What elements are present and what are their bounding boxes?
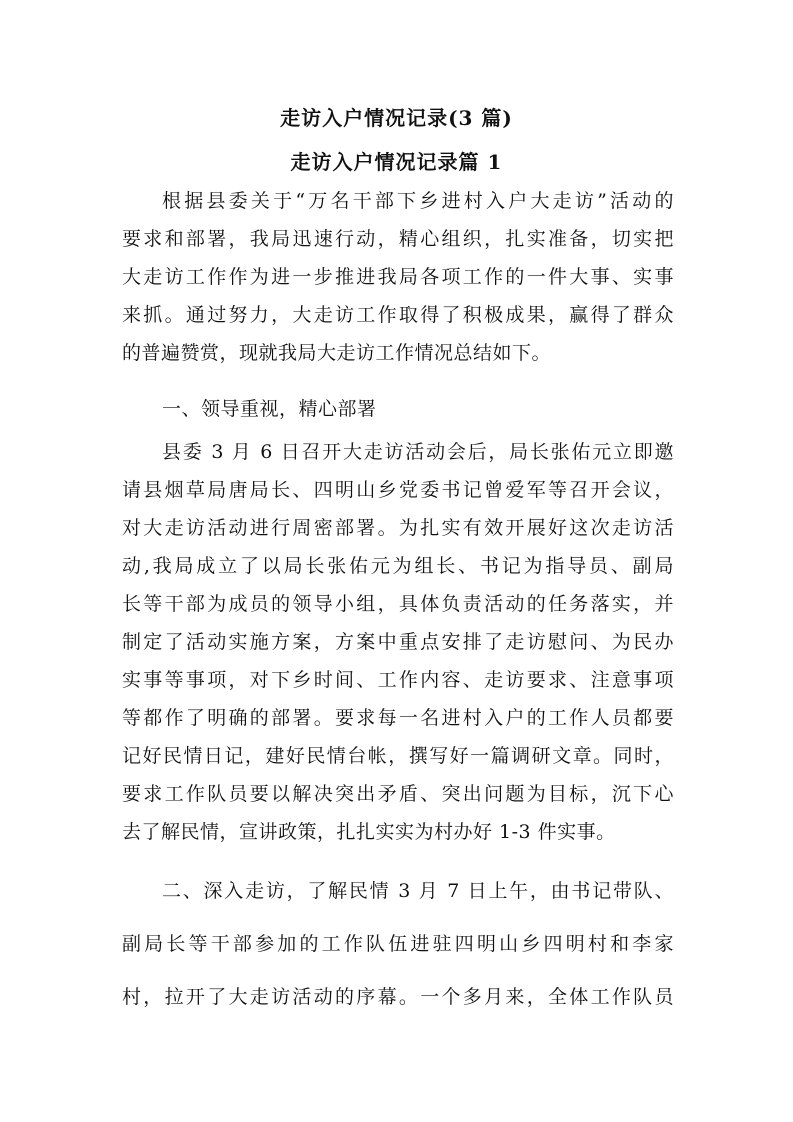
paragraph-line: 长等干部为成员的领导小组，具体负责活动的任务落实，并 bbox=[122, 593, 674, 615]
paragraph-line: 来抓。通过努力，大走访工作取得了积极成果，赢得了群众 bbox=[122, 304, 674, 326]
paragraph-line: 要求和部署，我局迅速行动，精心组织，扎实准备，切实把 bbox=[122, 228, 674, 250]
paragraph-line: 大走访工作作为进一步推进我局各项工作的一件大事、实事 bbox=[122, 266, 674, 288]
paragraph-line: 动,我局成立了以局长张佑元为组长、书记为指导员、副局 bbox=[122, 555, 674, 577]
paragraph-line: 对大走访活动进行周密部署。为扎实有效开展好这次走访活 bbox=[122, 517, 674, 539]
paragraph-line: 的普遍赞赏，现就我局大走访工作情况总结如下。 bbox=[122, 342, 552, 364]
paragraph-line: 请县烟草局唐局长、四明山乡党委书记曾爱军等召开会议， bbox=[122, 479, 674, 501]
document-title: 走访入户情况记录(3 篇) bbox=[280, 106, 513, 130]
paragraph-line: 去了解民情，宣讲政策，扎扎实实为村办好 1-3 件实事。 bbox=[122, 821, 616, 843]
document-subtitle: 走访入户情况记录篇 1 bbox=[290, 150, 503, 174]
paragraph-line: 记好民情日记，建好民情台帐，撰写好一篇调研文章。同时， bbox=[122, 745, 674, 767]
paragraph-line: 要求工作队员要以解决突出矛盾、突出问题为目标，沉下心 bbox=[122, 783, 674, 805]
paragraph-line: 副局长等干部参加的工作队伍进驻四明山乡四明村和李家 bbox=[122, 933, 674, 955]
paragraph-line: 实事等事项，对下乡时间、工作内容、走访要求、注意事项 bbox=[122, 669, 674, 691]
paragraph-line: 等都作了明确的部署。要求每一名进村入户的工作人员都要 bbox=[122, 707, 674, 729]
paragraph-line: 县委 3 月 6 日召开大走访活动会后，局长张佑元立即邀 bbox=[162, 441, 674, 463]
section-heading: 一、领导重视，精心部署 bbox=[162, 398, 377, 420]
paragraph-line: 制定了活动实施方案，方案中重点安排了走访慰问、为民办 bbox=[122, 631, 674, 653]
paragraph-line: 根据县委关于“万名干部下乡进村入户大走访”活动的 bbox=[162, 190, 674, 212]
section-heading: 二、深入走访，了解民情 3 月 7 日上午，由书记带队、 bbox=[162, 880, 674, 902]
paragraph-line: 村，拉开了大走访活动的序幕。一个多月来，全体工作队员 bbox=[122, 986, 674, 1008]
